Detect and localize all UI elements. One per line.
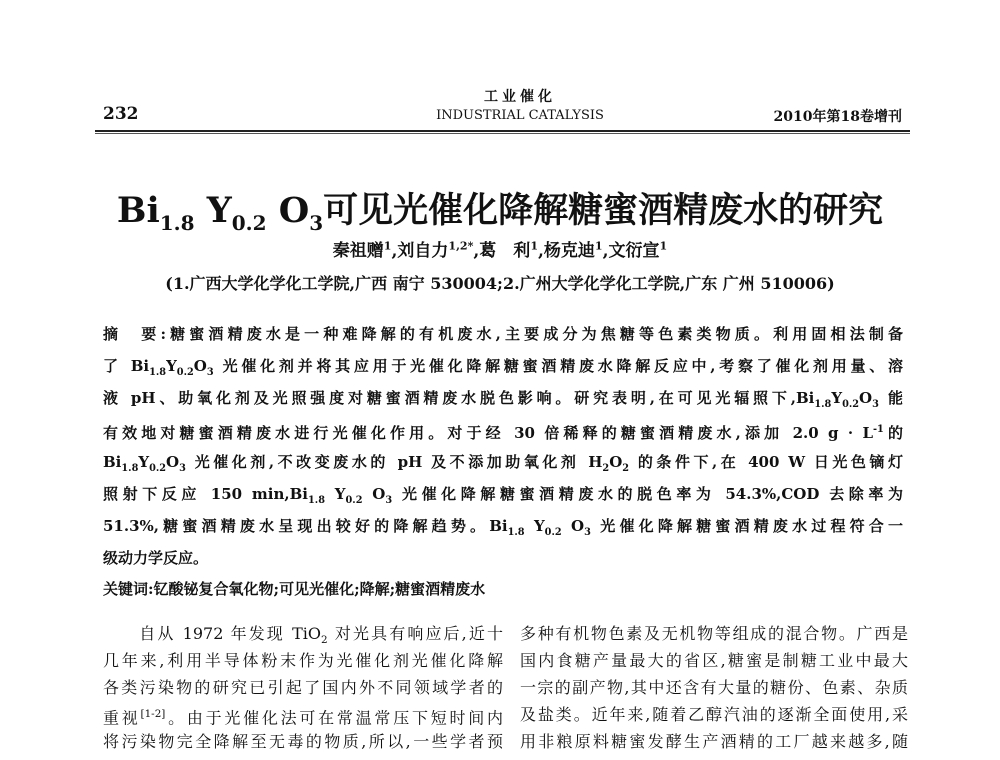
keywords [103,574,903,604]
subscript: 0.2 [231,211,267,235]
text-run: ,刘自力 [391,241,449,261]
author-list [100,236,900,261]
text-line [520,728,908,755]
text-run: O [193,357,207,375]
text-run: 有效地对糖蜜酒精废水进行光催化作用。对于经 30 倍稀释的糖蜜酒精废水,添加 2.0 g · L [103,424,873,442]
text-run: O [561,517,585,535]
text-run: Bi [116,190,160,231]
subscript: 1.8 [121,463,139,474]
text-run: Y [138,453,150,471]
text-line [103,647,503,674]
text-run: 光催化降解糖蜜酒精废水过程符合一 [590,517,903,535]
text-line [520,620,908,647]
subscript: 1.8 [308,495,325,506]
text-run: 级动力学反应。 [103,549,209,567]
subscript: 1.8 [507,527,525,538]
text-run: 用非粮原料糖蜜发酵生产酒精的工厂越来越多,随 [520,732,908,751]
text-run: 照射下反应 150 min,Bi [103,485,309,503]
subscript: 1.8 [814,399,832,410]
text-line [103,318,903,350]
text-run: 一宗的副产物,其中还含有大量的糖份、色素、杂质 [520,678,908,697]
text-run: 可见光催化降解糖蜜酒精废水的研究 [323,190,884,231]
subscript: 0.2 [842,399,860,410]
text-run: O [362,485,386,503]
subscript: 3 [309,211,324,235]
text-run: 的 [883,424,903,442]
superscript: 1 [383,239,392,253]
running-header [380,86,660,123]
abstract [103,318,903,604]
text-line [520,674,908,701]
text-run: 。由于光催化法可在常温常压下短时间内 [165,708,503,728]
text-line [103,446,903,478]
text-line [520,647,908,674]
text-run: 重视 [103,708,141,728]
text-line [520,701,908,728]
keywords-text: 钇酸铋复合氧化物;可见光催化;降解;糖蜜酒精废水 [153,580,486,598]
subscript: 2 [321,634,328,647]
body-column-right [520,620,908,755]
text-run: 对光具有响应后,近十 [327,624,503,643]
text-line [103,478,903,510]
affiliation: (1.广西大学化学化工学院,广西 南宁 530004;2.广州大学化学化工学院,广东 广州 510006) [165,274,835,293]
text-run: Bi [103,453,122,471]
text-run: 秦祖赠 [332,241,384,261]
text-run: 光催化降解糖蜜酒精废水的脱色率为 54.3%,COD 去除率为 [392,485,903,503]
text-run: 将污染物完全降解至无毒的物质,所以,一些学者预 [103,732,503,751]
text-line [103,414,903,446]
text-run: 摘 要: [103,325,166,343]
superscript: 1 [530,239,538,253]
text-run: Y [166,357,177,375]
subscript: 3 [872,399,879,410]
text-run: Y [324,485,346,503]
text-run: O [266,190,310,231]
subscript: 0.2 [345,495,363,506]
superscript: 1 [594,239,603,253]
text-run: 各类污染物的研究已引起了国内外不同领域学者的 [103,678,503,697]
subscript: 0.2 [176,367,194,378]
subscript: 2 [622,463,630,474]
text-run: 51.3%,糖蜜酒精废水呈现出较好的降解趋势。Bi [103,517,508,535]
text-run: ,文衍宣 [602,241,660,261]
superscript: -1 [873,424,884,435]
subscript: 3 [179,463,186,474]
text-run: 的条件下,在 400 W 日光色镝灯 [629,453,903,471]
text-run: 光催化剂并将其应用于光催化降解糖蜜酒精废水降解反应中,考察了催化剂用量、溶 [213,357,903,375]
text-run: ,葛 利 [473,241,531,261]
page-number: 232 [103,104,139,124]
text-line [103,542,903,574]
text-line [103,382,903,414]
subscript: 3 [584,527,591,538]
superscript: [1-2] [140,708,166,720]
text-line [103,728,503,755]
body-column-left [103,620,503,755]
text-run: Y [524,517,545,535]
subscript: 3 [206,367,214,378]
subscript: 0.2 [149,463,167,474]
paper-title [100,183,900,235]
text-line [103,510,903,542]
keywords-label: 关键词: [103,580,154,598]
superscript: 1 [659,239,668,253]
journal-name-cn: 工业催化 [484,89,556,105]
text-run: 自从 1972 年发现 TiO [103,624,322,643]
text-run: 几年来,利用半导体粉末作为光催化剂光催化降解 [103,651,503,670]
text-run: O [166,453,180,471]
text-run: Y [831,389,843,407]
header-rule [95,130,910,132]
superscript: 1,2* [448,239,474,253]
subscript: 1.8 [159,211,195,235]
text-line [103,620,503,647]
text-run: 液 pH、助氧化剂及光照强度对糖蜜酒精废水脱色影响。研究表明,在可见光辐照下,Bi [103,389,815,407]
text-run: 及盐类。近年来,随着乙醇汽油的逐渐全面使用,采 [520,705,908,724]
text-line [103,350,903,382]
header-rule-thin [95,133,910,134]
subscript: 0.2 [544,527,562,538]
text-run: ,杨克迪 [538,241,595,261]
text-run: O [859,389,873,407]
issue-info: 2010年第18卷增刊 [773,109,902,125]
text-run: Y [194,190,232,231]
text-run: O [609,453,623,471]
text-run: 能 [878,389,903,407]
text-run: 国内食糖产量最大的省区,糖蜜是制糖工业中最大 [520,651,908,670]
subscript: 2 [602,463,610,474]
text-line [103,701,503,728]
journal-name-en: INDUSTRIAL CATALYSIS [436,108,604,123]
subscript: 1.8 [149,367,167,378]
subscript: 3 [385,495,393,506]
text-run: 了 Bi [103,357,150,375]
text-run: 糖蜜酒精废水是一种难降解的有机废水,主要成分为焦糖等色素类物质。利用固相法制备 [165,325,903,343]
abstract-lines [103,318,903,574]
text-line [103,674,503,701]
text-run: 光催化剂,不改变废水的 pH 及不添加助氧化剂 H [185,453,603,471]
text-run: 多种有机物色素及无机物等组成的混合物。广西是 [520,624,908,643]
